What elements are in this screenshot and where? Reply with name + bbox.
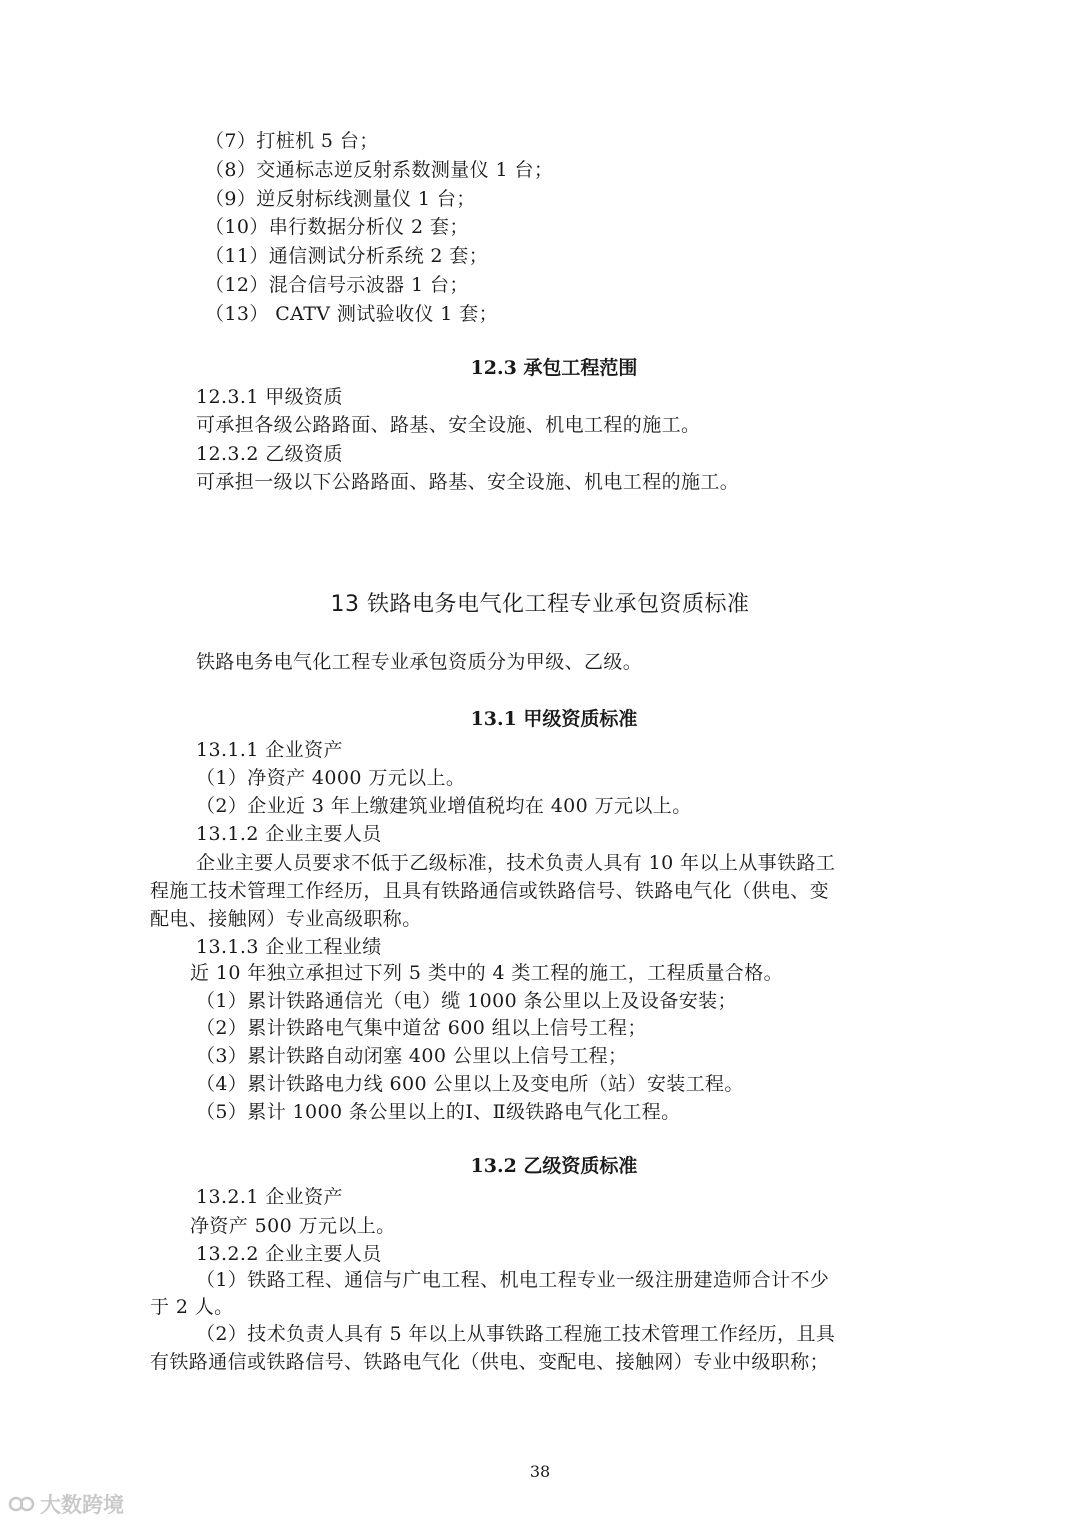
clause-13-1-1-item-1: （1）净资产 4000 万元以上。 xyxy=(196,767,466,789)
clause-13-2-2: 13.2.2 企业主要人员 xyxy=(196,1243,382,1265)
clause-13-2-2-item-1-line-2: 于 2 人。 xyxy=(150,1296,234,1318)
clause-13-1-2-text-line-3: 配电、接触网）专业高级职称。 xyxy=(150,908,422,930)
clause-13-2-2-item-2-line-2: 有铁路通信或铁路信号、铁路电气化（供电、变配电、接触网）专业中级职称； xyxy=(150,1351,830,1373)
clause-13-1-2-text-line-1: 企业主要人员要求不低于乙级标准，技术负责人具有 10 年以上从事铁路工 xyxy=(196,852,836,874)
clause-13-1-1: 13.1.1 企业资产 xyxy=(196,739,343,761)
equipment-item-9: （9）逆反射标线测量仪 1 台； xyxy=(205,188,476,210)
clause-13-1-3-item-4: （4）累计铁路电力线 600 公里以上及变电所（站）安装工程。 xyxy=(196,1073,744,1095)
equipment-item-10: （10）串行数据分析仪 2 套； xyxy=(205,216,469,238)
section-13-intro: 铁路电务电气化工程专业承包资质分为甲级、乙级。 xyxy=(196,651,643,673)
equipment-item-12: （12）混合信号示波器 1 台； xyxy=(205,274,469,296)
equipment-item-13: （13） CATV 测试验收仪 1 套； xyxy=(205,303,499,325)
clause-13-2-1-text: 净资产 500 万元以上。 xyxy=(190,1215,396,1237)
clause-13-1-2-text-line-2: 程施工技术管理工作经历，且具有铁路通信或铁路信号、铁路电气化（供电、变 xyxy=(150,880,830,902)
page-number: 38 xyxy=(529,1462,551,1481)
clause-13-2-2-item-2-line-1: （2）技术负责人具有 5 年以上从事铁路工程施工技术管理工作经历，且具 xyxy=(196,1323,836,1345)
clause-13-1-1-item-2: （2）企业近 3 年上缴建筑业增值税均在 400 万元以上。 xyxy=(196,795,692,817)
section-13-heading: 13 铁路电务电气化工程专业承包资质标准 xyxy=(330,592,750,617)
clause-13-2-2-item-1-line-1: （1）铁路工程、通信与广电工程、机电工程专业一级注册建造师合计不少 xyxy=(196,1269,830,1291)
clause-13-1-3: 13.1.3 企业工程业绩 xyxy=(196,936,382,958)
clause-13-2-1: 13.2.1 企业资产 xyxy=(196,1186,343,1208)
equipment-item-8: （8）交通标志逆反射系数测量仪 1 台； xyxy=(205,159,554,181)
section-13-2-heading: 13.2 乙级资质标准 xyxy=(470,1155,638,1177)
section-13-1-heading: 13.1 甲级资质标准 xyxy=(470,708,638,730)
watermark xyxy=(8,1490,124,1518)
equipment-item-7: （7）打桩机 5 台； xyxy=(205,130,379,152)
section-12-3-heading: 12.3 承包工程范围 xyxy=(470,357,638,379)
clause-13-1-3-item-5: （5）累计 1000 条公里以上的Ⅰ、Ⅱ级铁路电气化工程。 xyxy=(196,1101,681,1123)
watermark-text: 大数跨境 xyxy=(40,1493,124,1517)
clause-13-1-3-text: 近 10 年独立承担过下列 5 类中的 4 类工程的施工，工程质量合格。 xyxy=(190,962,783,984)
clause-12-3-2-text: 可承担一级以下公路路面、路基、安全设施、机电工程的施工。 xyxy=(196,471,740,493)
clause-13-1-3-item-1: （1）累计铁路通信光（电）缆 1000 条公里以上及设备安装； xyxy=(196,990,737,1012)
clause-12-3-2: 12.3.2 乙级资质 xyxy=(196,443,343,465)
watermark-logo-icon xyxy=(8,1493,36,1515)
clause-13-1-3-item-2: （2）累计铁路电气集中道岔 600 组以上信号工程； xyxy=(196,1017,647,1039)
clause-12-3-1-text: 可承担各级公路路面、路基、安全设施、机电工程的施工。 xyxy=(196,414,701,436)
clause-13-1-3-item-3: （3）累计铁路自动闭塞 400 公里以上信号工程； xyxy=(196,1045,628,1067)
clause-13-1-2: 13.1.2 企业主要人员 xyxy=(196,823,382,845)
clause-12-3-1: 12.3.1 甲级资质 xyxy=(196,386,343,408)
equipment-item-11: （11）通信测试分析系统 2 套； xyxy=(205,245,489,267)
